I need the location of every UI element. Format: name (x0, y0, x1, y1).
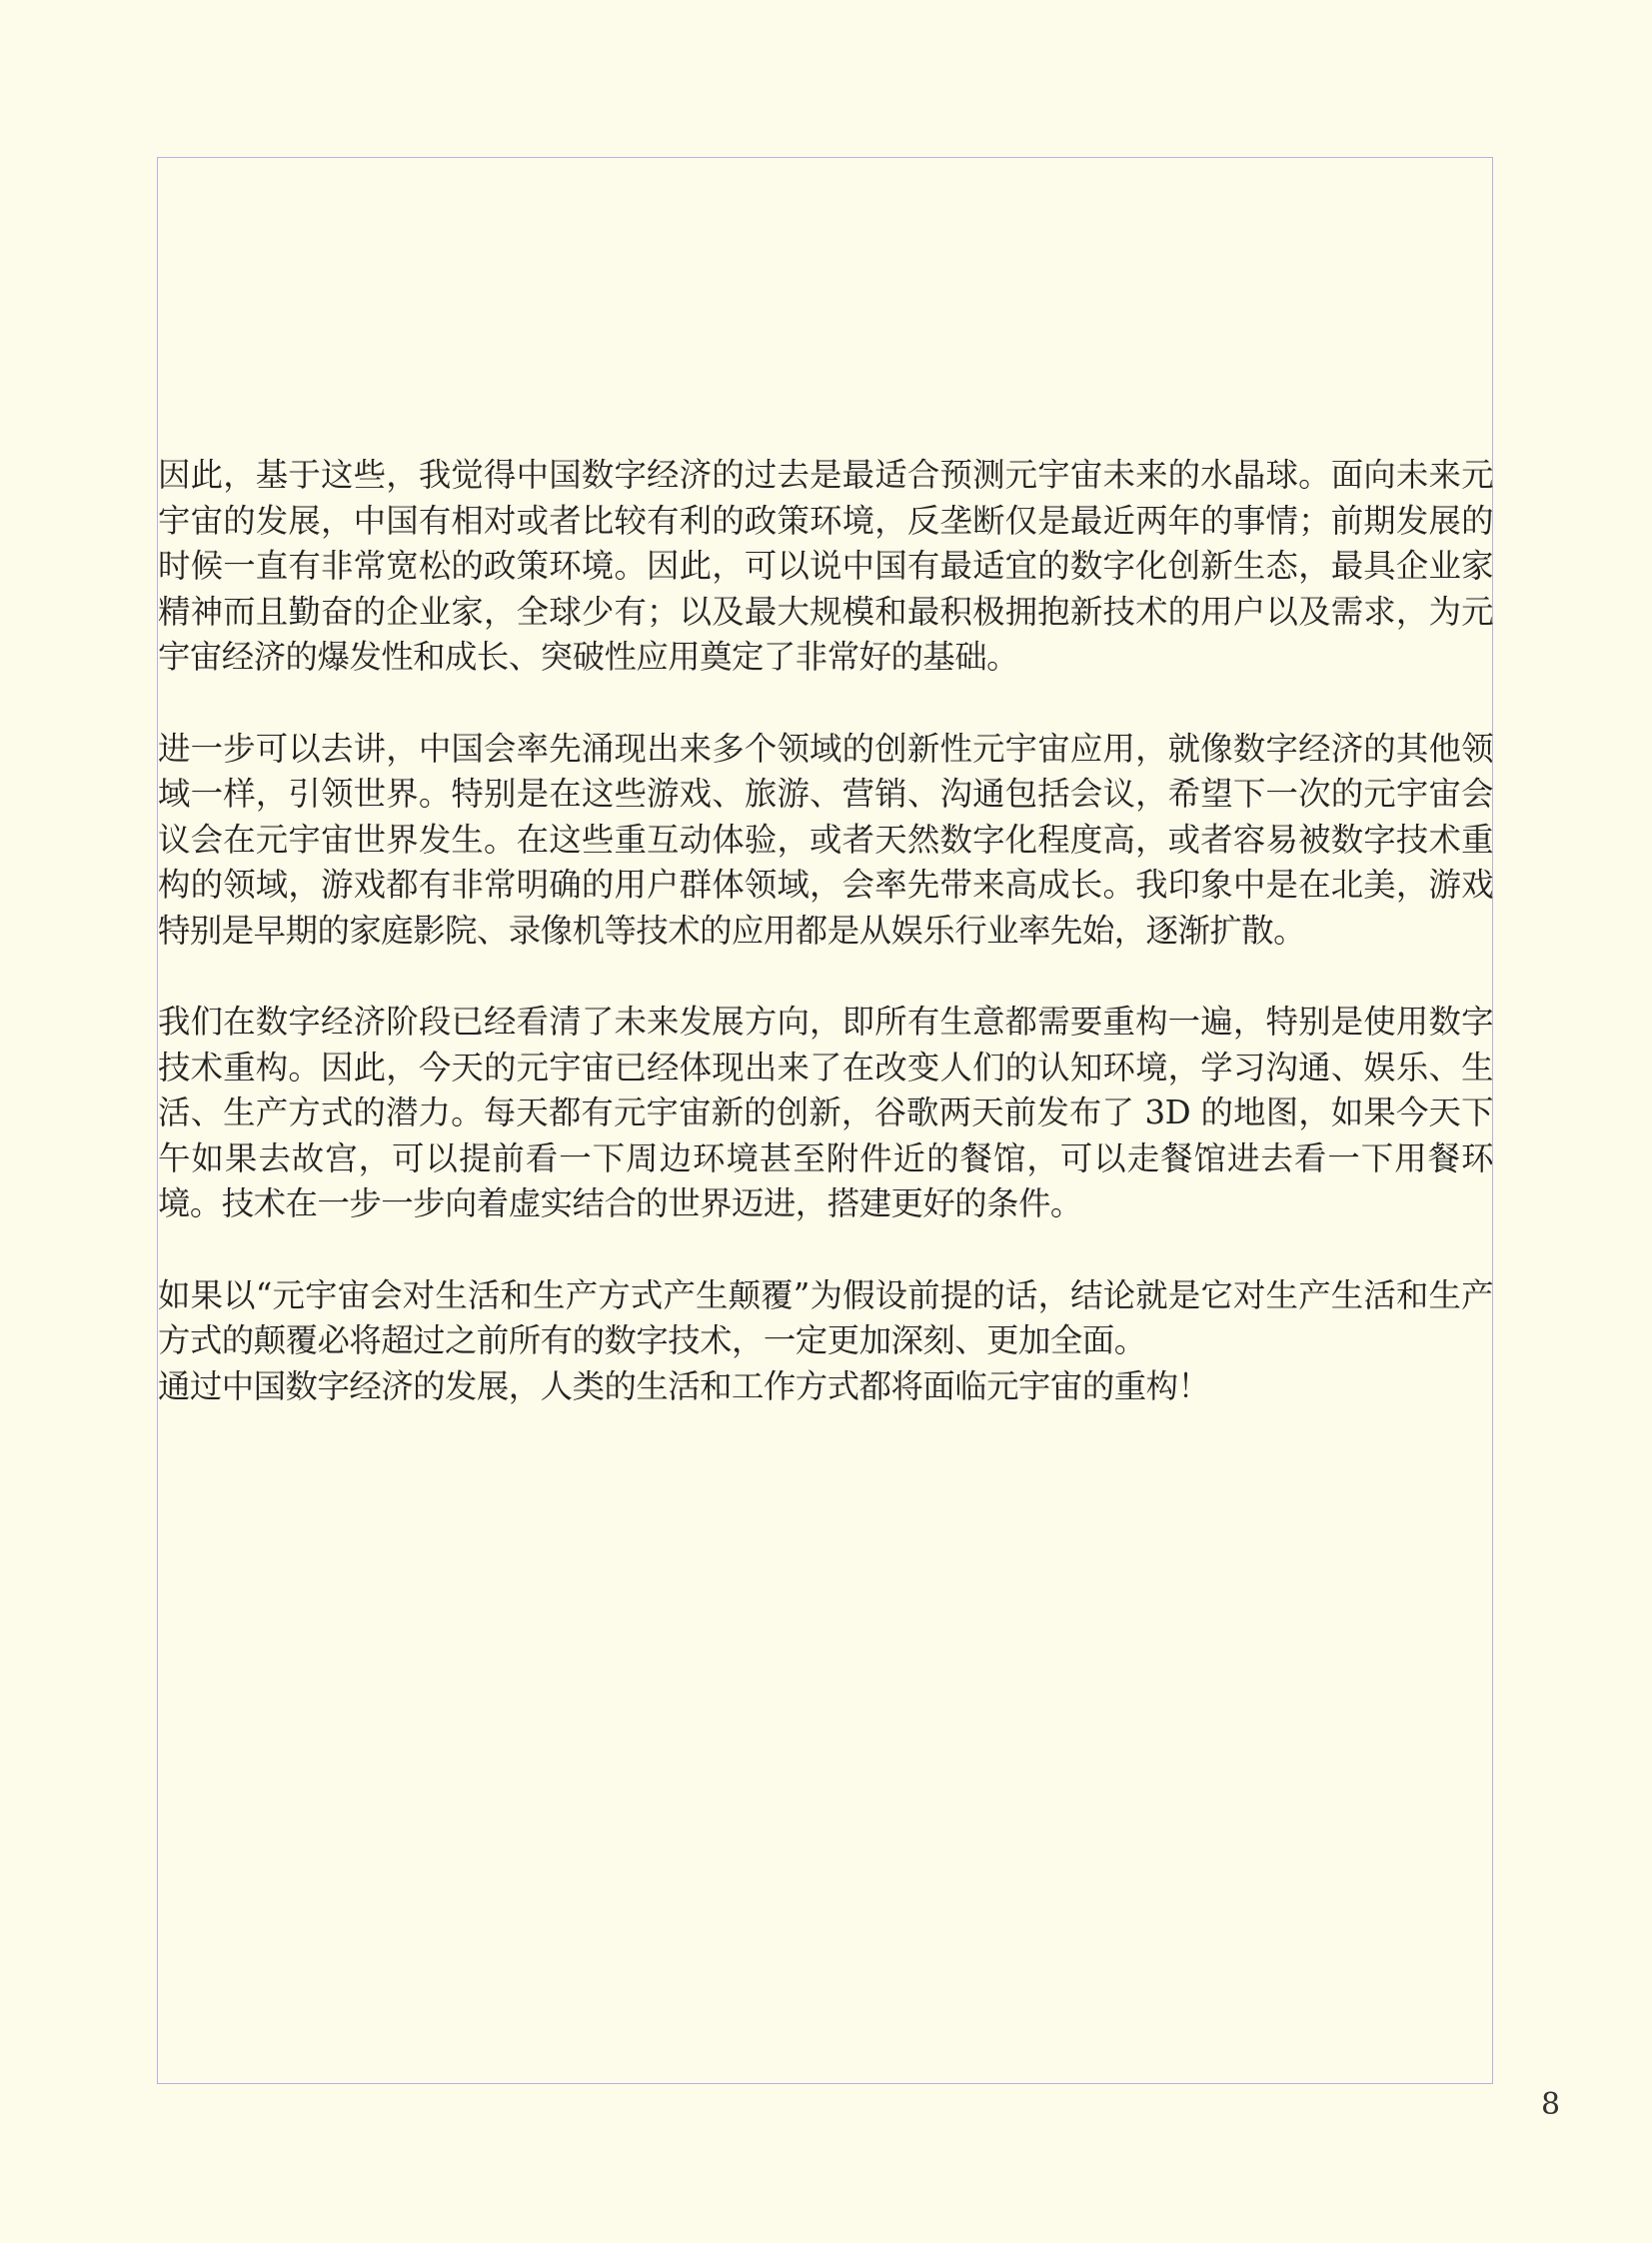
paragraph-5: 通过中国数字经济的发展，人类的生活和工作方式都将面临元宇宙的重构！ (158, 1366, 1210, 1405)
paragraph-4: 如果以“元宇宙会对生活和生产方式产生颠覆”为假设前提的话，结论就是它对生产生活和生产方式的颠覆必将超过之前所有的数字技术，一定更加深刻、更加全面。 (158, 1275, 1493, 1359)
paragraph-1: 因此，基于这些，我觉得中国数字经济的过去是最适合预测元宇宙未来的水晶球。面向未来元宇宙的发展，中国有相对或者比较有利的政策环境，反垄断仅是最近两年的事情；前期发展的时候一直有非常宽松的政策环境。因此，可以说中国有最适宜的数字化创新生态，最具企业家精神而且勤奋的企业家，全球少有；以及最大规模和最积极拥抱新技术的用户以及需求，为元宇宙经济的爆发性和成长、突破性应用奠定了非常好的基础。 (158, 456, 1493, 676)
page-number: 8 (1541, 2087, 1561, 2122)
paragraph-2: 进一步可以去讲，中国会率先涌现出来多个领域的创新性元宇宙应用，就像数字经济的其他领域一样，引领世界。特别是在这些游戏、旅游、营销、沟通包括会议，希望下一次的元宇宙会议会在元宇宙世界发生。在这些重互动体验，或者天然数字化程度高，或者容易被数字技术重构的领域，游戏都有非常明确的用户群体领域，会率先带来高成长。我印象中是在北美，游戏特别是早期的家庭影院、录像机等技术的应用都是从娱乐行业率先始，逐渐扩散。 (158, 729, 1493, 950)
paragraph-3: 我们在数字经济阶段已经看清了未来发展方向，即所有生意都需要重构一遍，特别是使用数字技术重构。因此，今天的元宇宙已经体现出来了在改变人们的认知环境，学习沟通、娱乐、生活、生产方式的潜力。每天都有元宇宙新的创新，谷歌两天前发布了 3D 的地图，如果今天下午如果去故宫，可以提前看一下周边环境甚至附件近的餐馆，可以走餐馆进去看一下用餐环境。技术在一步一步向着虚实结合的世界迈进，搭建更好的条件。 (158, 1003, 1493, 1222)
document-body (158, 453, 1493, 1409)
